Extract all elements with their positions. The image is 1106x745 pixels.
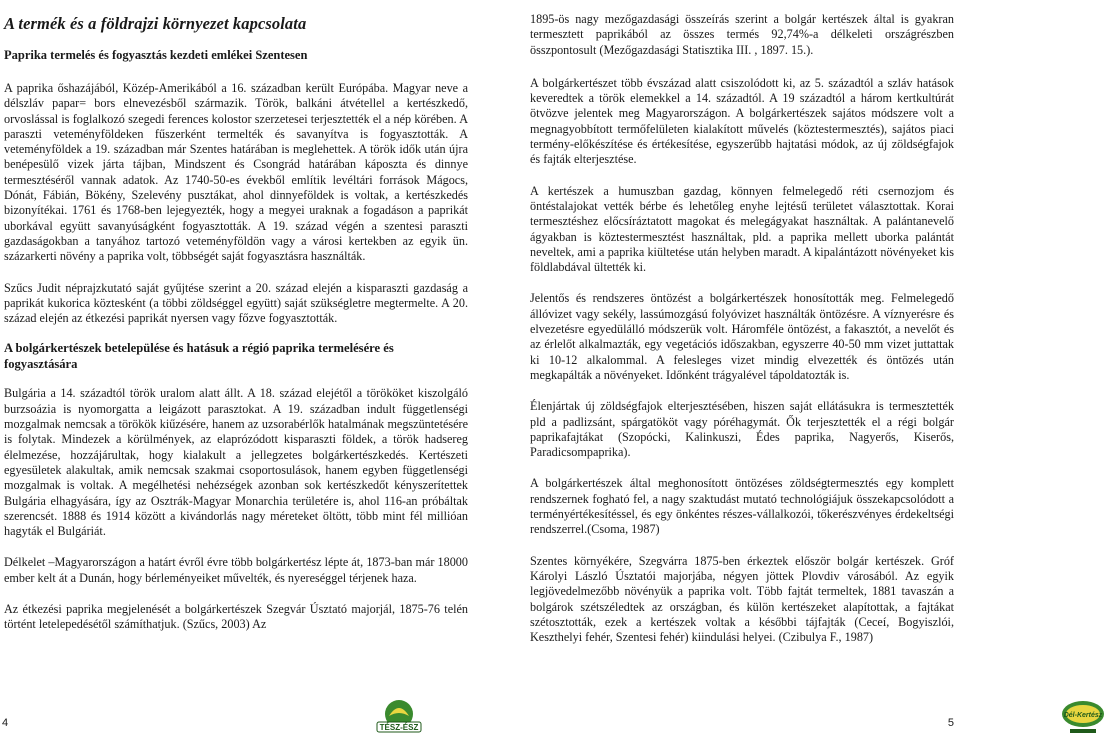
paragraph: A bolgárkertészek által meghonosított öntözéses zöldségtermesztés egy komplett rendszernek fogható fel, a nagy szaktudást mutató technológiájuk összekapcsolódott a terményértékesítéssel, és egy önkéntes részes-vállalkozói, tőkerészvényes érdekeltségi rendszerrel.(Csoma, 1987) (530, 476, 954, 537)
logo-text: TÉSZ-ÉSZ (379, 723, 419, 732)
paragraph: Élenjártak új zöldségfajok elterjesztésében, hiszen saját ellátásukra is termesztették pld a padlizsánt, spárgatököt vagy póréhagymát. Ők terjesztették el a régi bolgár paprikafajtákat (Szopócki, Kalinkuszi, Édes paprika, Nagyerős, Kiserős, Paradicsompaprika). (530, 399, 954, 460)
paragraph: 1895-ös nagy mezőgazdasági összeírás szerint a bolgár kertészek által is gyakran termesztett paprikából az összes termés 92,74%-a délkeleti országrészben összpontosult (Mezőgazdasági Statisztika III. , 1897. 15.). (530, 12, 954, 57)
section-title: A termék és a földrajzi környezet kapcsolata (4, 14, 307, 33)
paragraph: Délkelet –Magyarországon a határt évről évre több bolgárkertész lépte át, 1873-ban már 18000 ember kelt át a Dunán, hogy bérleményeiket művelték, és nyereséggel térjenek haza. (4, 555, 468, 585)
logo-text: Dél-Kertész (1063, 712, 1103, 719)
paragraph: A paprika őshazájából, Közép-Amerikából a 16. században került Európába. Magyar neve a délszláv papar= bors elnevezésből származik. Török, balkáni átvétellel a kertészkedő, orvoslással is foglalkozó szegedi ferences kolostor szerzetesei terjesztették el a nép körében. A paraszti veteményföldeken fűszerként termelték és savanyítva is fogyasztották. A veteményföldek a 19. században már Szentes határában is meglehettek. A török idők után újra benépesülő vizek járta tájban, Mindszent és Csongrád határában káposzta és dinnye termesztéséről vannak adatok. Az 1740-50-es évekből említik levéltári források Mágocs, Dónát, Fábián, Bökény, Szelevény pusztákat, ahol dinnyeföldek is voltak, a kertészkedés bizonyítékai. 1761 és 1768-ben lejegyezték, hogy a megyei uraknak a fogadáson a paprikát uborkával együtt savanyúságként fogyasztották. A 19. század végén a szentesi paraszti gazdaságokban a tanyához tartozó veteményföldön vagy a városi kertekben az egyik ün. százarkerti növény a paprika volt, többségét saját fogyasztásra használták. (4, 81, 468, 264)
page-number: 4 (2, 717, 9, 729)
paragraph: Az étkezési paprika megjelenését a bolgárkertészek Szegvár Úsztató majorjál, 1875-76 telén történt letelepedésétől számíthatjuk. (Szűcs, 2003) Az (4, 602, 468, 632)
subtitle: Paprika termelés és fogyasztás kezdeti emlékei Szentesen (4, 48, 308, 62)
page-number: 5 (947, 717, 954, 729)
paragraph: Szűcs Judit néprajzkutató saját gyűjtése szerint a 20. század elején a kisparaszti gazdaság a paprikát kukorica köztesként (a többi zöldséggel együtt) saját szükségletre megtermelte. A 20. század elején az étkezési paprikát nyersen vagy főzve fogyasztották. (4, 280, 468, 326)
paragraph: Jelentős és rendszeres öntözést a bolgárkertészek honosították meg. Felmelegedő állóvizet vagy sekély, lassúmozgású folyóvizet használták öntözésre. A víznyerésre és elvezetésre egyedülálló módszerük volt. Háromféle öntözést, a fakasztót, a nevelőt és az érlelőt alkalmazták, egy vegetációs időszakban, egyszerre 40-50 mm vizet juttattak ki 10-12 alkalommal. A felesleges vizet mindig elvezették és öntözés után megkapálták a növényeket. Időnként trágyalével tápoldatozták is. (530, 291, 954, 382)
paragraph: A bolgárkertészet több évszázad alatt csiszolódott ki, az 5. századtól a szláv hatások keveredtek a török elemekkel a 14. századtól. A 19 századtól a három kertkultúrát ötvözve jelentek meg Magyarországon. A bolgárkertészek sajátos módszere volt a megnagyobbított termőfelületen kialakított művelés (köztestermesztés), sajátos piaci termény-előkészítése és értékesítése, egyszerűbb hajtatási módok, az új zöldségfajok és fajták elterjesztése. (530, 75, 954, 167)
section-heading: A bolgárkertészek betelepülése és hatásuk a régió paprika termelésére és fogyasztására (4, 341, 394, 372)
left-page (0, 0, 480, 745)
tesz-esz-logo (375, 696, 423, 741)
right-page (480, 0, 1103, 745)
paragraph: A kertészek a humuszban gazdag, könnyen felmelegedő réti csernozjom és öntéstalajokat vették bérbe és lehetőleg enyhe lejtésű területet választottak. Korai termesztéshez előcsíráztatott magokat és melegágyakat használtak. A palántanevelő ágyakban is köztestermesztést használtak, pld. a paprika mellett uborka palántát neveltek, ami a paprika kiültetése után helyben maradt. A kipalántázott növényeket kis földlabdával ültették ki. (530, 183, 954, 275)
paragraph: Szentes környékére, Szegvárra 1875-ben érkeztek először bolgár kertészek. Gróf Károlyi László Úsztatói majorjába, négyen jöttek Plovdiv városából. Az egyik legjövedelmezőbb növényük a paprika volt. Több fajtát termeltek, 1881 tavaszán a bolgárok szétszéledtek az országban, és külön kertészeket alapítottak, a fajtákat szétosztották, ezek a kertészek voltak a későbbi tájfajták (Ceceí, Bogyiszlói, Keszthelyi fehér, Szentesi fehér) kiindulási helyei. (Czibulya F., 1987) (530, 553, 954, 645)
del-kertesz-logo (1060, 698, 1106, 741)
paragraph: Bulgária a 14. századtól török uralom alatt állt. A 18. század elejétől a törököket kiszolgáló burzsoázia is nyomorgatta a leigázott parasztokat. A 19. században indult függetlenségi mozgalmak nemcsak a törökök kiűzésére, hanem az uzsorabérlők hatalmának megszüntetésére is folytak. Mindezek a körülmények, az elaprózódott kisparaszti földek, a török hadsereg élelmezése, hozzájárultak, hogy kialakult a jellegzetes bolgárkertészkedés. Kertészeti egyesületek alakultak, amik nemcsak szakmai csoportosulások, hanem egyben függetlenségi mozgalmak is voltak. A megélhetési nehézségek azonban sok kertészkedőt kényszerítettek Bulgária elhagyására, így az Osztrák-Magyar Monarchia területére is, ahol 116-an próbáltak szerencsét. 1888 és 1914 között a kivándorlás nagy méreteket öltött, több mint fél millióan hagyták el Bulgáriát. (4, 386, 468, 539)
